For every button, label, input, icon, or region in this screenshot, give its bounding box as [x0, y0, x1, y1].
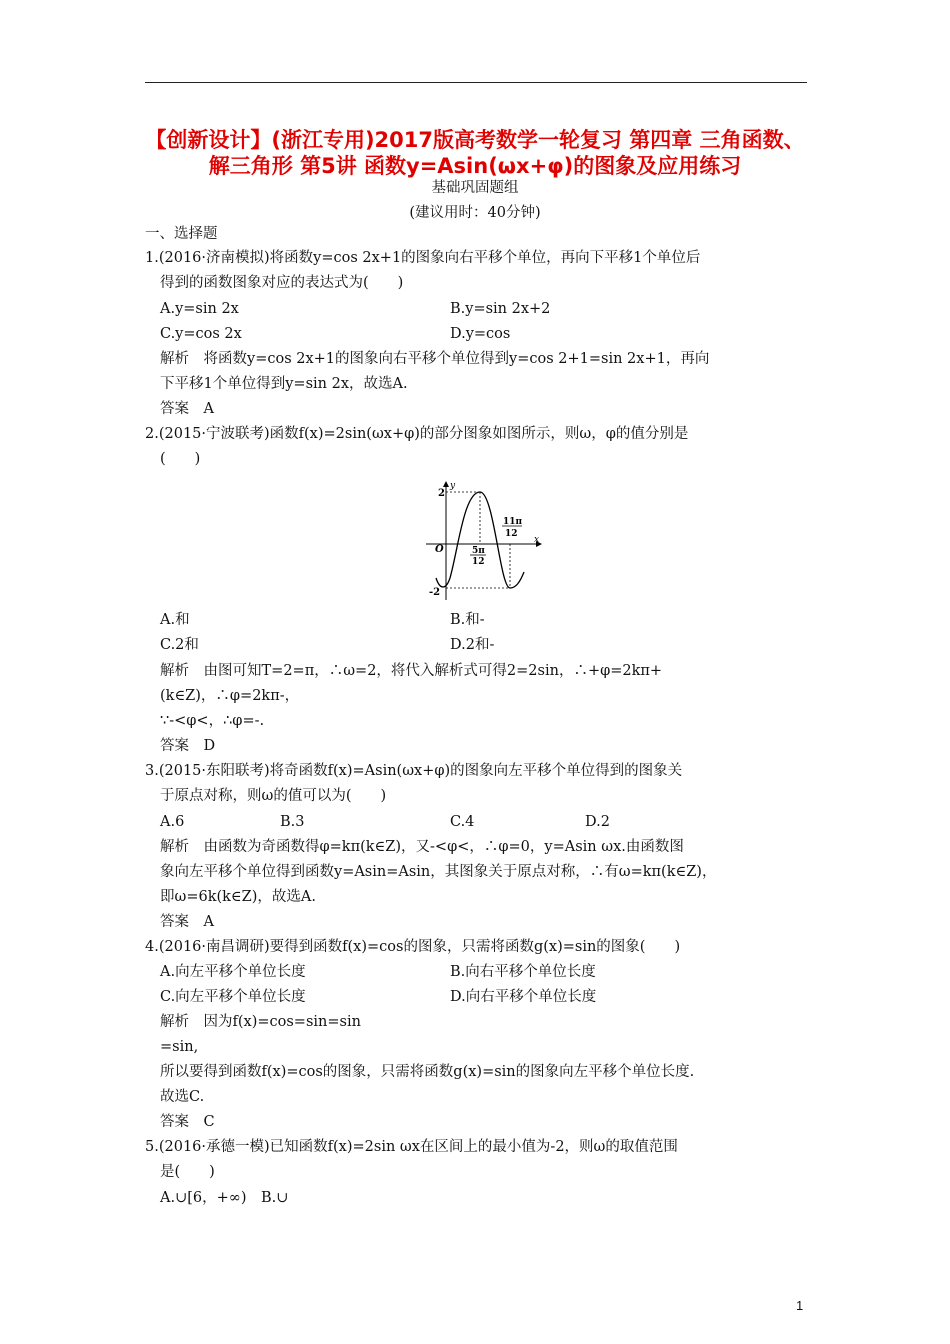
sine-graph — [424, 478, 548, 602]
q1-stem-2: 得到的函数图象对应的表达式为( ) — [160, 275, 404, 291]
q2-answer: 答案 D — [160, 738, 216, 754]
tick-b-denominator: 12 — [505, 529, 518, 539]
y-min-label: -2 — [429, 587, 441, 598]
tick-a-denominator: 12 — [472, 557, 485, 567]
q4-stem-1: 4.(2016·南昌调研)要得到函数f(x)=cos的图象，只需将函数g(x)=sin的图象( ) — [145, 939, 681, 955]
q3-option-d: D.2 — [585, 814, 610, 830]
tick-a-numerator: 5π — [472, 546, 485, 556]
q4-analysis-2: =sin, — [160, 1039, 199, 1055]
q4-option-d: D.向右平移个单位长度 — [450, 989, 597, 1005]
q1-option-a: A.y=sin 2x — [160, 301, 239, 317]
q4-answer: 答案 C — [160, 1114, 215, 1130]
q3-analysis-1: 解析 由函数为奇函数得φ=kπ(k∈Z)，又-<φ<，∴φ=0，y=Asin ωx.由函数图 — [160, 839, 684, 855]
doc-title-line-2: 解三角形 第5讲 函数y=Asin(ωx+φ)的图象及应用练习 — [208, 154, 742, 178]
y-max-label: 2 — [438, 488, 445, 499]
q4-option-a: A.向左平移个单位长度 — [160, 964, 306, 980]
origin-label: O — [435, 544, 444, 555]
q1-answer: 答案 A — [160, 401, 214, 417]
q4-option-b: B.向右平移个单位长度 — [450, 964, 596, 980]
q1-option-c: C.y=cos 2x — [160, 326, 242, 342]
q2-option-d: D.2和- — [450, 637, 495, 653]
q1-option-b: B.y=sin 2x+2 — [450, 301, 551, 317]
q2-option-a: A.和 — [160, 612, 190, 628]
q4-analysis-3: 所以要得到函数f(x)=cos的图象，只需将函数g(x)=sin的图象向左平移个单位长度. — [160, 1064, 695, 1080]
q4-analysis-1: 解析 因为f(x)=cos=sin=sin — [160, 1014, 361, 1030]
q3-answer: 答案 A — [160, 914, 214, 930]
q4-option-c: C.向左平移个单位长度 — [160, 989, 306, 1005]
q3-option-c: C.4 — [450, 814, 475, 830]
q3-analysis-3: 即ω=6k(k∈Z)，故选A. — [160, 889, 316, 905]
x-axis-label: x — [534, 535, 540, 545]
subtitle: 基础巩固题组 — [431, 180, 519, 196]
q3-option-a: A.6 — [160, 814, 185, 830]
q2-option-c: C.2和 — [160, 637, 199, 653]
q5-stem-1: 5.(2016·承德一模)已知函数f(x)=2sin ωx在区间上的最小值为-2，则ω的取值范围 — [145, 1139, 678, 1155]
q2-stem-1: 2.(2015·宁波联考)函数f(x)=2sin(ωx+φ)的部分图象如图所示，则ω，φ的值分别是 — [145, 426, 689, 442]
y-axis-label: y — [450, 481, 456, 491]
q5-options: A.∪[6，+∞) B.∪ — [160, 1190, 289, 1206]
q2-option-b: B.和- — [450, 612, 485, 628]
q5-stem-2: 是( ) — [160, 1164, 215, 1180]
q2-stem-2: ( ) — [160, 451, 201, 467]
q2-analysis-2: (k∈Z)，∴φ=2kπ-， — [160, 688, 300, 704]
q3-stem-1: 3.(2015·东阳联考)将奇函数f(x)=Asin(ωx+φ)的图象向左平移个单位得到的图象关 — [145, 763, 683, 779]
tick-b-numerator: 11π — [503, 517, 523, 527]
q1-analysis-2: 下平移1个单位得到y=sin 2x，故选A. — [160, 376, 408, 392]
section-heading: 一、选择题 — [145, 226, 218, 242]
q1-option-d: D.y=cos — [450, 326, 511, 342]
q3-analysis-2: 象向左平移个单位得到函数y=Asin=Asin，其图象关于原点对称，∴有ω=kπ(k∈Z)， — [160, 864, 717, 880]
q2-analysis-1: 解析 由图可知T=2=π，∴ω=2，将代入解析式可得2=2sin，∴+φ=2kπ+ — [160, 663, 663, 679]
y-axis-arrow — [443, 481, 449, 487]
q2-analysis-3: ∵-<φ<，∴φ=-. — [160, 713, 265, 729]
q4-analysis-4: 故选C. — [160, 1089, 205, 1105]
page-number: 1 — [796, 1298, 804, 1313]
header-rule — [145, 82, 807, 83]
q3-option-b: B.3 — [280, 814, 305, 830]
q1-analysis-1: 解析 将函数y=cos 2x+1的图象向右平移个单位得到y=cos 2+1=sin 2x+1，再向 — [160, 351, 710, 367]
q3-stem-2: 于原点对称，则ω的值可以为( ) — [160, 788, 387, 804]
time-note: (建议用时：40分钟) — [409, 205, 541, 221]
doc-title-line-1: 【创新设计】(浙江专用)2017版高考数学一轮复习 第四章 三角函数、 — [145, 128, 805, 152]
q1-stem-1: 1.(2016·济南模拟)将函数y=cos 2x+1的图象向右平移个单位，再向下平移1个单位后 — [145, 250, 701, 266]
